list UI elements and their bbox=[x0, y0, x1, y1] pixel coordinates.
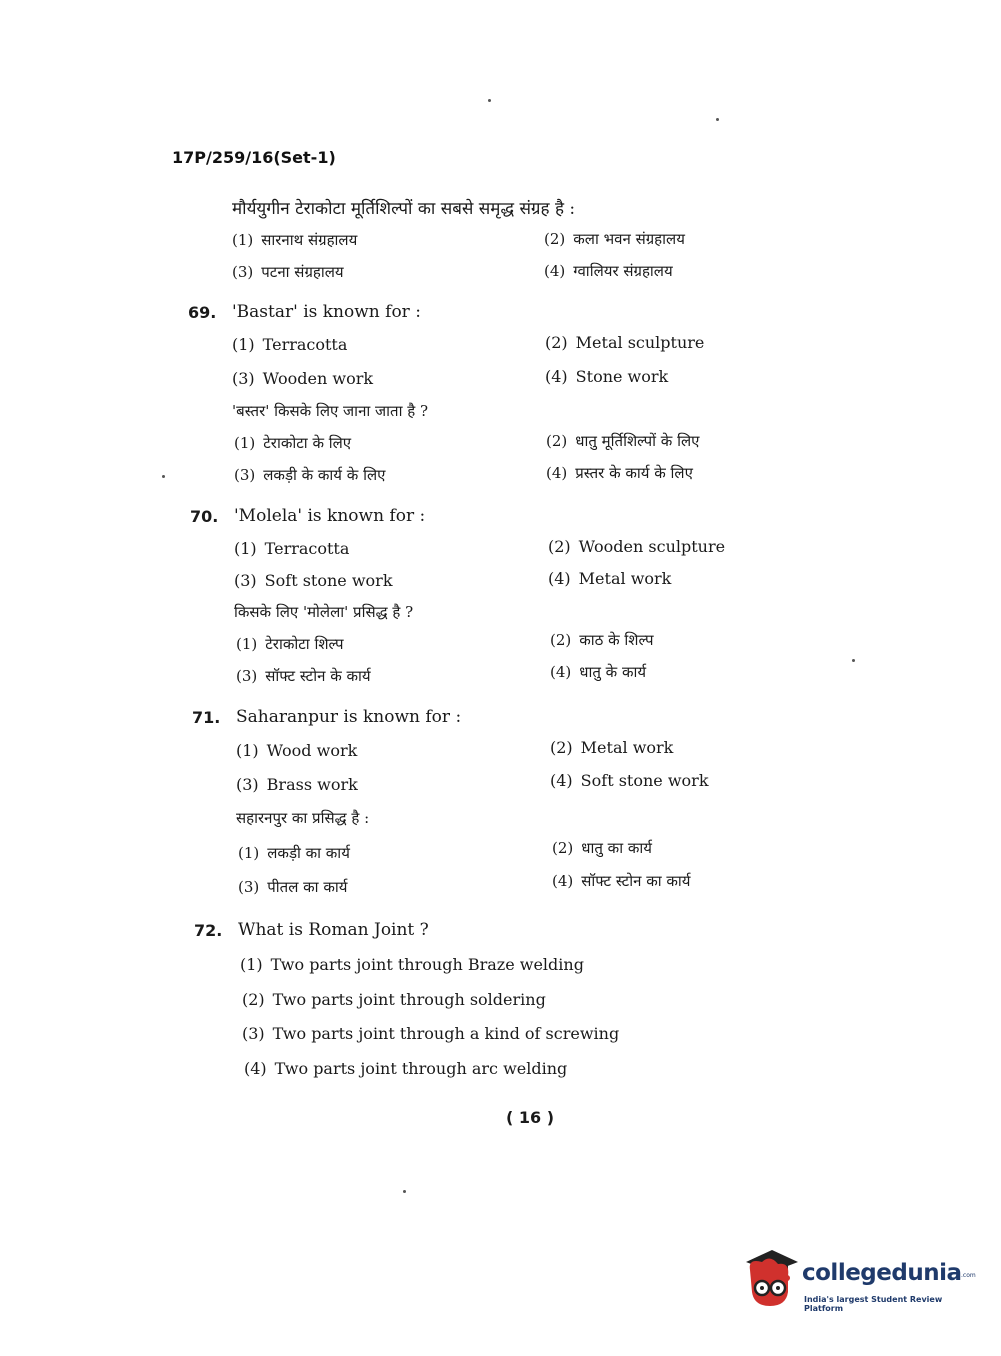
q69-hindi-option-4: (4) प्रस्तर के कार्य के लिए bbox=[546, 464, 693, 482]
q69-option-4: (4) Stone work bbox=[545, 367, 669, 386]
page-number: ( 16 ) bbox=[506, 1108, 555, 1127]
scan-speck bbox=[403, 1190, 406, 1193]
q72-option-4: (4) Two parts joint through arc welding bbox=[244, 1059, 568, 1078]
scan-speck bbox=[162, 475, 165, 478]
logo-tagline: India's largest Student Review Platform bbox=[804, 1295, 943, 1313]
q70-hindi-option-2: (2) काठ के शिल्प bbox=[550, 631, 654, 649]
paper-code: 17P/259/16(Set-1) bbox=[172, 148, 336, 167]
q69-hindi-option-3: (3) लकड़ी के कार्य के लिए bbox=[234, 466, 386, 484]
q72-stem: What is Roman Joint ? bbox=[238, 920, 429, 940]
q70-option-1: (1) Terracotta bbox=[234, 539, 350, 558]
logo-wordmark: collegedunia bbox=[802, 1260, 962, 1286]
q71-hindi-option-1: (1) लकड़ी का कार्य bbox=[238, 844, 350, 862]
q71-number: 71. bbox=[192, 708, 221, 727]
q72-option-3: (3) Two parts joint through a kind of screwing bbox=[242, 1024, 620, 1043]
q71-option-1: (1) Wood work bbox=[236, 741, 358, 760]
q70-hindi-stem: किसके लिए 'मोलेला' प्रसिद्ध है ? bbox=[234, 603, 414, 621]
q68-hindi-option-4: (4) ग्वालियर संग्रहालय bbox=[544, 262, 673, 280]
q69-stem: 'Bastar' is known for : bbox=[232, 302, 421, 322]
q68-hindi-stem: मौर्ययुगीन टेराकोटा मूर्तिशिल्पों का सबसे समृद्ध संग्रह है : bbox=[232, 199, 576, 219]
q71-hindi-option-2: (2) धातु का कार्य bbox=[552, 839, 652, 857]
student-mascot-icon bbox=[742, 1248, 800, 1310]
q72-option-1: (1) Two parts joint through Braze welding bbox=[240, 955, 584, 974]
q69-option-3: (3) Wooden work bbox=[232, 369, 374, 388]
q71-hindi-stem: सहारनपुर का प्रसिद्ध है : bbox=[236, 809, 370, 827]
q69-option-1: (1) Terracotta bbox=[232, 335, 348, 354]
q70-hindi-option-3: (3) सॉफ्ट स्टोन के कार्य bbox=[236, 667, 371, 685]
q71-option-3: (3) Brass work bbox=[236, 775, 358, 794]
q71-hindi-option-4: (4) सॉफ्ट स्टोन का कार्य bbox=[552, 872, 691, 890]
q69-hindi-option-2: (2) धातु मूर्तिशिल्पों के लिए bbox=[546, 432, 700, 450]
logo-domain-suffix: .com bbox=[961, 1272, 976, 1279]
q68-hindi-option-3: (3) पटना संग्रहालय bbox=[232, 263, 344, 281]
q71-stem: Saharanpur is known for : bbox=[236, 707, 462, 727]
q70-option-3: (3) Soft stone work bbox=[234, 571, 393, 590]
scan-speck bbox=[488, 99, 491, 102]
q70-number: 70. bbox=[190, 507, 219, 526]
q71-option-2: (2) Metal work bbox=[550, 738, 674, 757]
q70-option-2: (2) Wooden sculpture bbox=[548, 537, 726, 556]
q70-stem: 'Molela' is known for : bbox=[234, 506, 426, 526]
q70-hindi-option-1: (1) टेराकोटा शिल्प bbox=[236, 635, 344, 653]
q69-hindi-stem: 'बस्तर' किसके लिए जाना जाता है ? bbox=[232, 402, 429, 420]
q69-hindi-option-1: (1) टेराकोटा के लिए bbox=[234, 434, 352, 452]
q71-hindi-option-3: (3) पीतल का कार्य bbox=[238, 878, 348, 896]
q68-hindi-option-2: (2) कला भवन संग्रहालय bbox=[544, 230, 685, 248]
scan-speck bbox=[716, 118, 719, 121]
q72-option-2: (2) Two parts joint through soldering bbox=[242, 990, 546, 1009]
q72-number: 72. bbox=[194, 921, 223, 940]
q69-number: 69. bbox=[188, 303, 217, 322]
q71-option-4: (4) Soft stone work bbox=[550, 771, 709, 790]
scan-speck bbox=[852, 659, 855, 662]
collegedunia-logo bbox=[742, 1248, 974, 1318]
q70-option-4: (4) Metal work bbox=[548, 569, 672, 588]
q68-hindi-option-1: (1) सारनाथ संग्रहालय bbox=[232, 231, 358, 249]
q69-option-2: (2) Metal sculpture bbox=[545, 333, 705, 352]
q70-hindi-option-4: (4) धातु के कार्य bbox=[550, 663, 647, 681]
